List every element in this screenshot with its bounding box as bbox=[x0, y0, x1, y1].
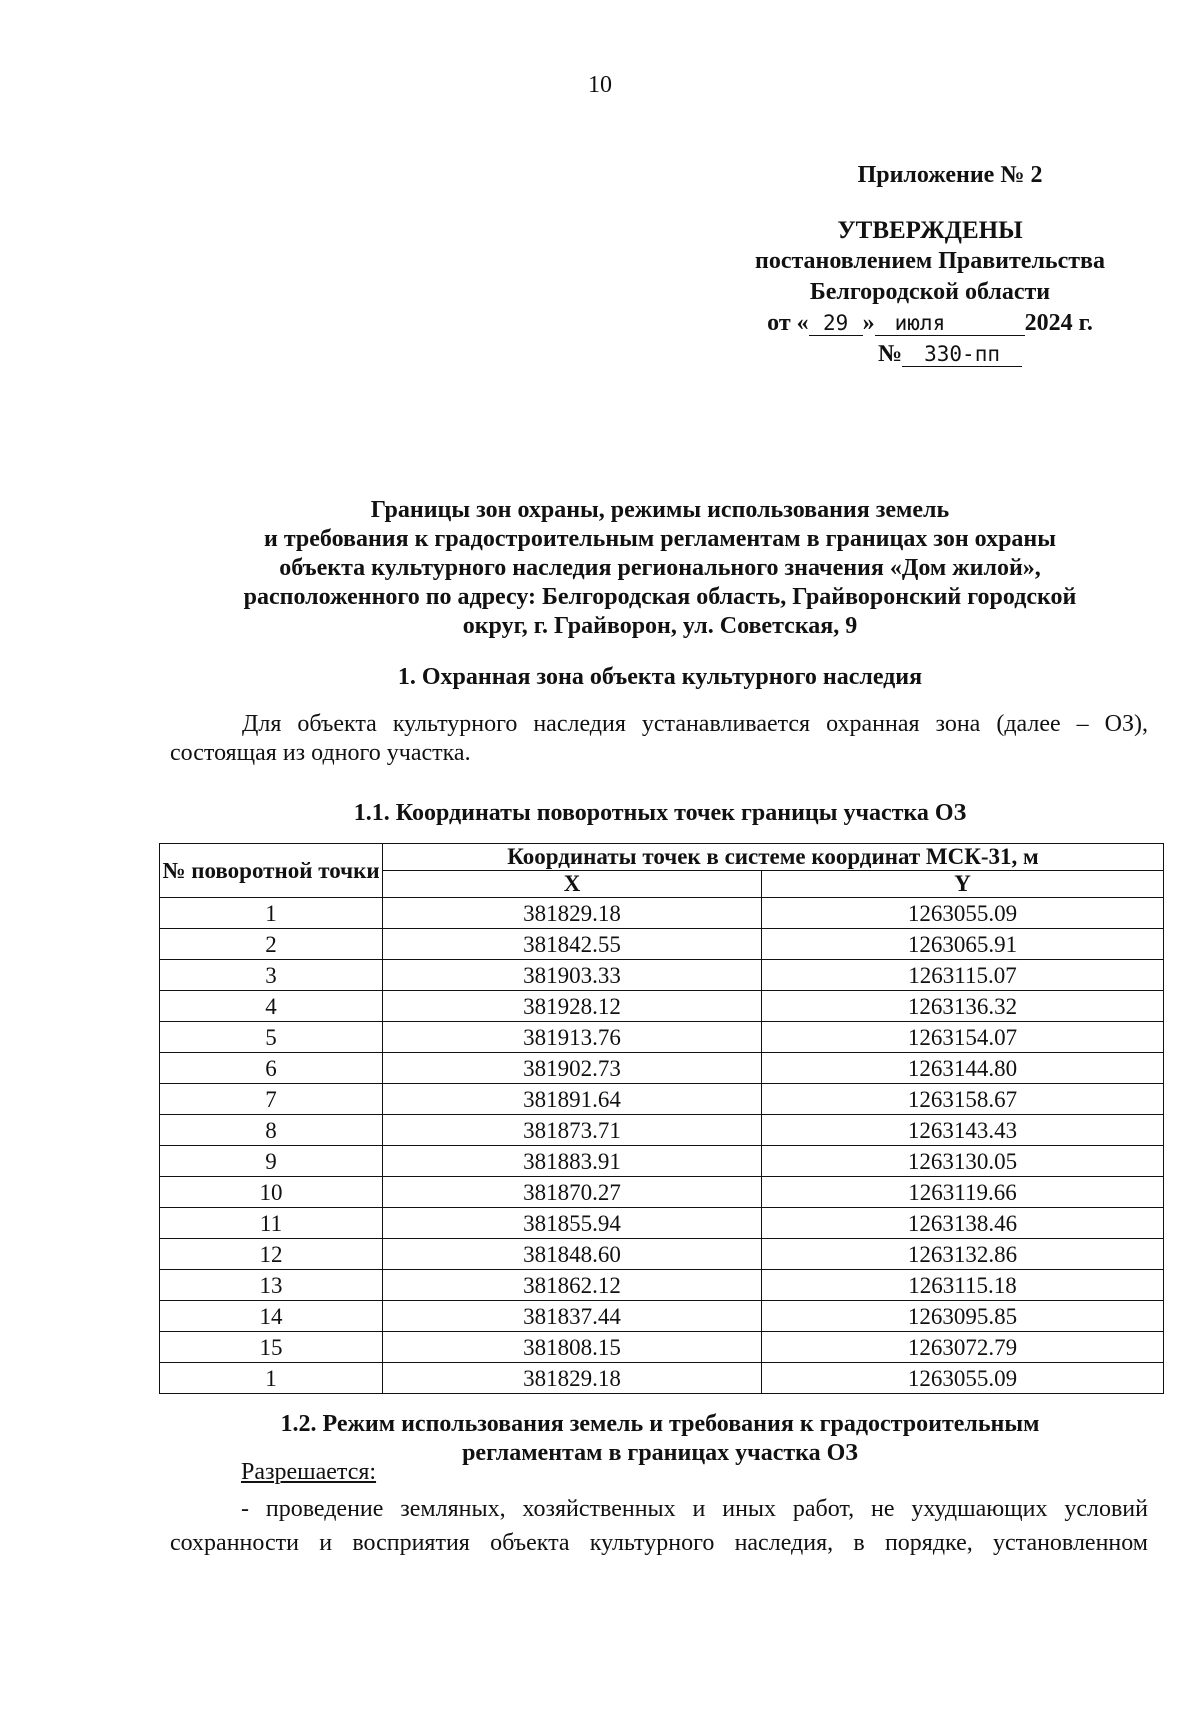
date-day: 29 bbox=[809, 311, 863, 336]
title-line: расположенного по адресу: Белгородская область, Грайворонский городской bbox=[243, 584, 1077, 610]
x-cell: 381873.71 bbox=[383, 1115, 762, 1146]
y-cell: 1263158.67 bbox=[762, 1084, 1164, 1115]
appendix-label: Приложение № 2 bbox=[857, 162, 1043, 188]
x-cell: 381913.76 bbox=[383, 1022, 762, 1053]
allowed-label: Разрешается: bbox=[241, 1459, 377, 1485]
table-row bbox=[160, 991, 1164, 1022]
x-cell: 381829.18 bbox=[383, 1363, 762, 1394]
approval-number-line bbox=[740, 339, 1160, 370]
point-number-cell: 5 bbox=[160, 1022, 383, 1053]
x-cell: 381902.73 bbox=[383, 1053, 762, 1084]
section-1-2-heading-line-1: 1.2. Режим использования земель и требования к градостроительным bbox=[280, 1411, 1040, 1437]
table-row bbox=[160, 1270, 1164, 1301]
y-cell: 1263072.79 bbox=[762, 1332, 1164, 1363]
x-cell: 381883.91 bbox=[383, 1146, 762, 1177]
table-row bbox=[160, 1332, 1164, 1363]
y-cell: 1263138.46 bbox=[762, 1208, 1164, 1239]
x-cell: 381862.12 bbox=[383, 1270, 762, 1301]
point-number-cell: 15 bbox=[160, 1332, 383, 1363]
x-cell: 381837.44 bbox=[383, 1301, 762, 1332]
number-value: 330-пп bbox=[902, 342, 1022, 367]
date-year: 2024 г. bbox=[1024, 310, 1093, 336]
y-cell: 1263115.18 bbox=[762, 1270, 1164, 1301]
point-number-cell: 14 bbox=[160, 1301, 383, 1332]
x-cell: 381870.27 bbox=[383, 1177, 762, 1208]
approval-line-2: Белгородской области bbox=[809, 279, 1051, 305]
table-row bbox=[160, 1208, 1164, 1239]
point-number-cell: 9 bbox=[160, 1146, 383, 1177]
x-cell: 381842.55 bbox=[383, 929, 762, 960]
approved-title: УТВЕРЖДЕНЫ bbox=[837, 217, 1023, 244]
header-coordinates: Координаты точек в системе координат МСК-31, м bbox=[383, 844, 1164, 871]
point-number-cell: 11 bbox=[160, 1208, 383, 1239]
approval-block bbox=[700, 160, 1160, 370]
allowed-paragraph-text: - проведение земляных, хозяйственных и иных работ, не ухудшающих условий сохранности и восприятия объекта культурного наследия, в порядке, установленном bbox=[170, 1496, 1148, 1556]
table-row bbox=[160, 960, 1164, 991]
y-cell: 1263095.85 bbox=[762, 1301, 1164, 1332]
table-row bbox=[160, 1115, 1164, 1146]
date-prefix: от « bbox=[767, 310, 809, 336]
allowed-paragraph bbox=[170, 1492, 1148, 1560]
header-y: Y bbox=[762, 871, 1164, 898]
x-cell: 381903.33 bbox=[383, 960, 762, 991]
y-cell: 1263119.66 bbox=[762, 1177, 1164, 1208]
document-title bbox=[180, 496, 1140, 641]
table-row bbox=[160, 1363, 1164, 1394]
table-row bbox=[160, 1022, 1164, 1053]
y-cell: 1263143.43 bbox=[762, 1115, 1164, 1146]
table-row bbox=[160, 898, 1164, 929]
y-cell: 1263065.91 bbox=[762, 929, 1164, 960]
point-number-cell: 8 bbox=[160, 1115, 383, 1146]
x-cell: 381855.94 bbox=[383, 1208, 762, 1239]
x-cell: 381848.60 bbox=[383, 1239, 762, 1270]
y-cell: 1263055.09 bbox=[762, 898, 1164, 929]
point-number-cell: 13 bbox=[160, 1270, 383, 1301]
title-line: Границы зон охраны, режимы использования земель bbox=[370, 497, 950, 523]
point-number-cell: 1 bbox=[160, 898, 383, 929]
approval-date-line bbox=[700, 308, 1160, 339]
y-cell: 1263132.86 bbox=[762, 1239, 1164, 1270]
section-1-paragraph-text: Для объекта культурного наследия устанавливается охранная зона (далее – ОЗ), состоящая из одного участка. bbox=[170, 711, 1148, 766]
x-cell: 381808.15 bbox=[383, 1332, 762, 1363]
title-line: и требования к градостроительным регламентам в границах зон охраны bbox=[264, 526, 1056, 552]
y-cell: 1263130.05 bbox=[762, 1146, 1164, 1177]
title-line: объекта культурного наследия регионального значения «Дом жилой», bbox=[279, 555, 1041, 581]
section-1-paragraph bbox=[170, 710, 1148, 768]
section-1-2-heading-line-2: регламентам в границах участка ОЗ bbox=[462, 1440, 858, 1466]
y-cell: 1263144.80 bbox=[762, 1053, 1164, 1084]
table-row bbox=[160, 1177, 1164, 1208]
y-cell: 1263055.09 bbox=[762, 1363, 1164, 1394]
point-number-cell: 12 bbox=[160, 1239, 383, 1270]
section-1-1-heading: 1.1. Координаты поворотных точек границы участка ОЗ bbox=[353, 800, 967, 826]
table-row bbox=[160, 929, 1164, 960]
x-cell: 381928.12 bbox=[383, 991, 762, 1022]
section-1-heading: 1. Охранная зона объекта культурного наследия bbox=[397, 664, 923, 690]
date-month: июля bbox=[875, 311, 1025, 336]
point-number-cell: 3 bbox=[160, 960, 383, 991]
y-cell: 1263115.07 bbox=[762, 960, 1164, 991]
point-number-cell: 1 bbox=[160, 1363, 383, 1394]
point-number-cell: 2 bbox=[160, 929, 383, 960]
table-row bbox=[160, 1239, 1164, 1270]
x-cell: 381829.18 bbox=[383, 898, 762, 929]
approval-line-1: постановлением Правительства bbox=[754, 248, 1105, 274]
header-point-number: № поворотной точки bbox=[160, 844, 383, 898]
y-cell: 1263136.32 bbox=[762, 991, 1164, 1022]
point-number-cell: 7 bbox=[160, 1084, 383, 1115]
point-number-cell: 6 bbox=[160, 1053, 383, 1084]
date-mid: » bbox=[862, 310, 875, 336]
table-row bbox=[160, 1146, 1164, 1177]
point-number-cell: 4 bbox=[160, 991, 383, 1022]
table-row bbox=[160, 1084, 1164, 1115]
header-x: X bbox=[383, 871, 762, 898]
number-prefix: № bbox=[877, 341, 903, 367]
x-cell: 381891.64 bbox=[383, 1084, 762, 1115]
table-row bbox=[160, 1053, 1164, 1084]
title-line: округ, г. Грайворон, ул. Советская, 9 bbox=[462, 613, 858, 639]
table-row bbox=[160, 1301, 1164, 1332]
y-cell: 1263154.07 bbox=[762, 1022, 1164, 1053]
coordinates-table bbox=[159, 843, 1164, 1394]
point-number-cell: 10 bbox=[160, 1177, 383, 1208]
page-number: 10 bbox=[588, 72, 612, 98]
